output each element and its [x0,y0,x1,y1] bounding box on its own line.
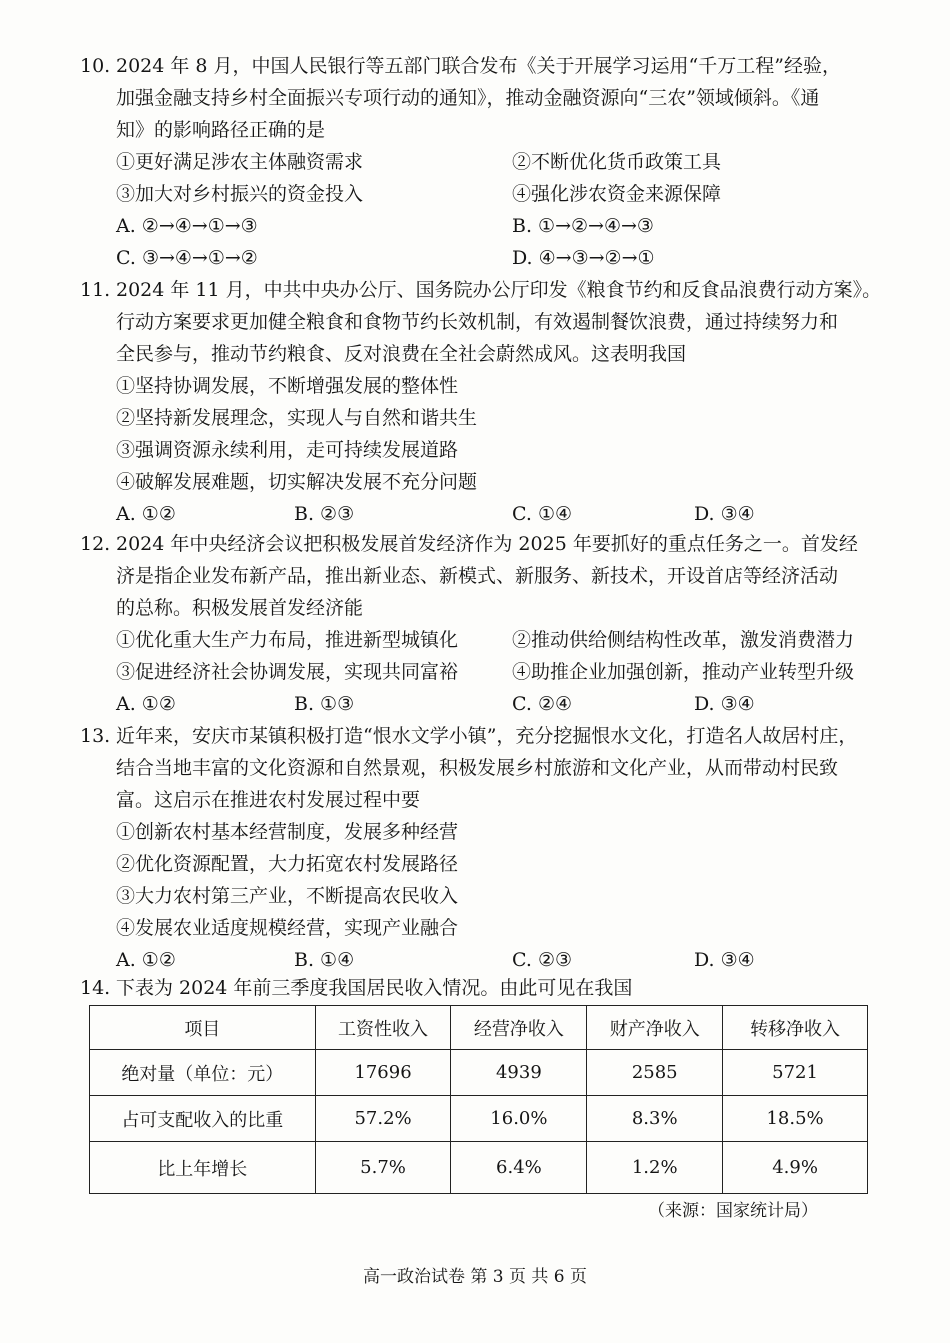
question-10 [80,50,880,274]
question-stem-line: 结合当地丰富的文化资源和自然景观，积极发展乡村旅游和文化产业，从而带动村民致 [116,757,839,779]
answer-option: D. ③④ [694,693,755,715]
table-row [90,1142,868,1194]
answer-option: A. ①② [116,693,176,715]
statement-item: ③强调资源永续利用，走可持续发展道路 [116,439,459,461]
table-header-row [90,1006,868,1050]
question-14 [80,972,880,1004]
question-stem-line: 济是指企业发布新产品，推出新业态、新模式、新服务、新技术，开设首店等经济活动 [116,565,839,587]
table-source-note: （来源：国家统计局） [648,1201,818,1221]
table-cell: 18.5% [723,1096,868,1142]
answer-option: A. ①② [116,503,176,525]
question-number: 11. [80,279,111,301]
answer-option: A. ②→④→①→③ [116,215,258,237]
table-cell: 1.2% [587,1142,723,1194]
table-cell: 16.0% [451,1096,587,1142]
answer-option: C. ①④ [512,503,573,525]
table-cell: 占可支配收入的比重 [90,1096,316,1142]
table-row [90,1050,868,1096]
table-header: 财产净收入 [587,1006,723,1050]
statement-item: ③促进经济社会协调发展，实现共同富裕 [116,661,459,683]
answer-option: B. ①→②→④→③ [512,215,654,237]
answer-option: D. ④→③→②→① [512,247,655,269]
page-footer: 高一政治试卷 第 3 页 共 6 页 [362,1267,588,1287]
statement-item: ①坚持协调发展，不断增强发展的整体性 [116,375,459,397]
answer-option: B. ①④ [294,949,355,971]
question-number: 13. [80,725,111,747]
statement-item: ④破解发展难题，切实解决发展不充分问题 [116,471,478,493]
question-stem-line: 加强金融支持乡村全面振兴专项行动的通知》，推动金融资源向“三农”领域倾斜。《通 [116,87,820,109]
answer-option: D. ③④ [694,949,755,971]
statement-item: ②推动供给侧结构性改革，激发消费潜力 [512,629,855,651]
answer-option: B. ②③ [294,503,355,525]
answer-option: C. ②③ [512,949,573,971]
table-cell: 8.3% [587,1096,723,1142]
table-cell: 5.7% [315,1142,451,1194]
answer-option: C. ②④ [512,693,573,715]
table-cell: 4939 [451,1050,587,1096]
question-13 [80,720,880,976]
statement-item: ③加大对乡村振兴的资金投入 [116,183,364,205]
table-header: 转移净收入 [723,1006,868,1050]
question-stem-line: 行动方案要求更加健全粮食和食物节约长效机制，有效遏制餐饮浪费，通过持续努力和 [116,311,839,333]
statement-item: ④发展农业适度规模经营，实现产业融合 [116,917,459,939]
table-cell: 17696 [315,1050,451,1096]
statement-item: ②不断优化货币政策工具 [512,151,722,173]
statement-item: ②坚持新发展理念，实现人与自然和谐共生 [116,407,478,429]
statement-item: ①创新农村基本经营制度，发展多种经营 [116,821,459,843]
question-12 [80,528,880,720]
table-cell: 6.4% [451,1142,587,1194]
statement-item: ④强化涉农资金来源保障 [512,183,722,205]
question-11 [80,274,880,530]
table-header: 项目 [90,1006,316,1050]
question-stem-line: 富。这启示在推进农村发展过程中要 [116,789,421,811]
statement-item: ④助推企业加强创新，推动产业转型升级 [512,661,855,683]
table-cell: 2585 [587,1050,723,1096]
statement-item: ③大力农村第三产业，不断提高农民收入 [116,885,459,907]
table-cell: 4.9% [723,1142,868,1194]
statement-item: ①更好满足涉农主体融资需求 [116,151,364,173]
statement-item: ①优化重大生产力布局，推进新型城镇化 [116,629,459,651]
table-cell: 比上年增长 [90,1142,316,1194]
table-header: 工资性收入 [315,1006,451,1050]
question-stem-line: 全民参与，推动节约粮食、反对浪费在全社会蔚然成风。这表明我国 [116,343,687,365]
question-stem-line: 2024 年中央经济会议把积极发展首发经济作为 2025 年要抓好的重点任务之一。首发经 [116,533,858,555]
table-cell: 5721 [723,1050,868,1096]
question-number: 12. [80,533,111,555]
question-number: 14. [80,977,111,999]
answer-option: D. ③④ [694,503,755,525]
answer-option: C. ③→④→①→② [116,247,258,269]
table-cell: 绝对量（单位：元） [90,1050,316,1096]
question-stem-line: 的总称。积极发展首发经济能 [116,597,364,619]
question-stem-line: 知》的影响路径正确的是 [116,119,326,141]
question-stem-line: 2024 年 11 月，中共中央办公厅、国务院办公厅印发《粮食节约和反食品浪费行动方案》。 [116,279,882,301]
statement-item: ②优化资源配置，大力拓宽农村发展路径 [116,853,459,875]
table-cell: 57.2% [315,1096,451,1142]
question-stem-line: 下表为 2024 年前三季度我国居民收入情况。由此可见在我国 [116,977,633,999]
table-header: 经营净收入 [451,1006,587,1050]
answer-option: B. ①③ [294,693,355,715]
income-table [89,1005,868,1194]
table-row [90,1096,868,1142]
answer-option: A. ①② [116,949,176,971]
question-number: 10. [80,55,111,77]
question-stem-line: 近年来，安庆市某镇积极打造“恨水文学小镇”，充分挖掘恨水文化，打造名人故居村庄， [116,725,858,747]
question-stem-line: 2024 年 8 月，中国人民银行等五部门联合发布《关于开展学习运用“千万工程”经验， [116,55,841,77]
